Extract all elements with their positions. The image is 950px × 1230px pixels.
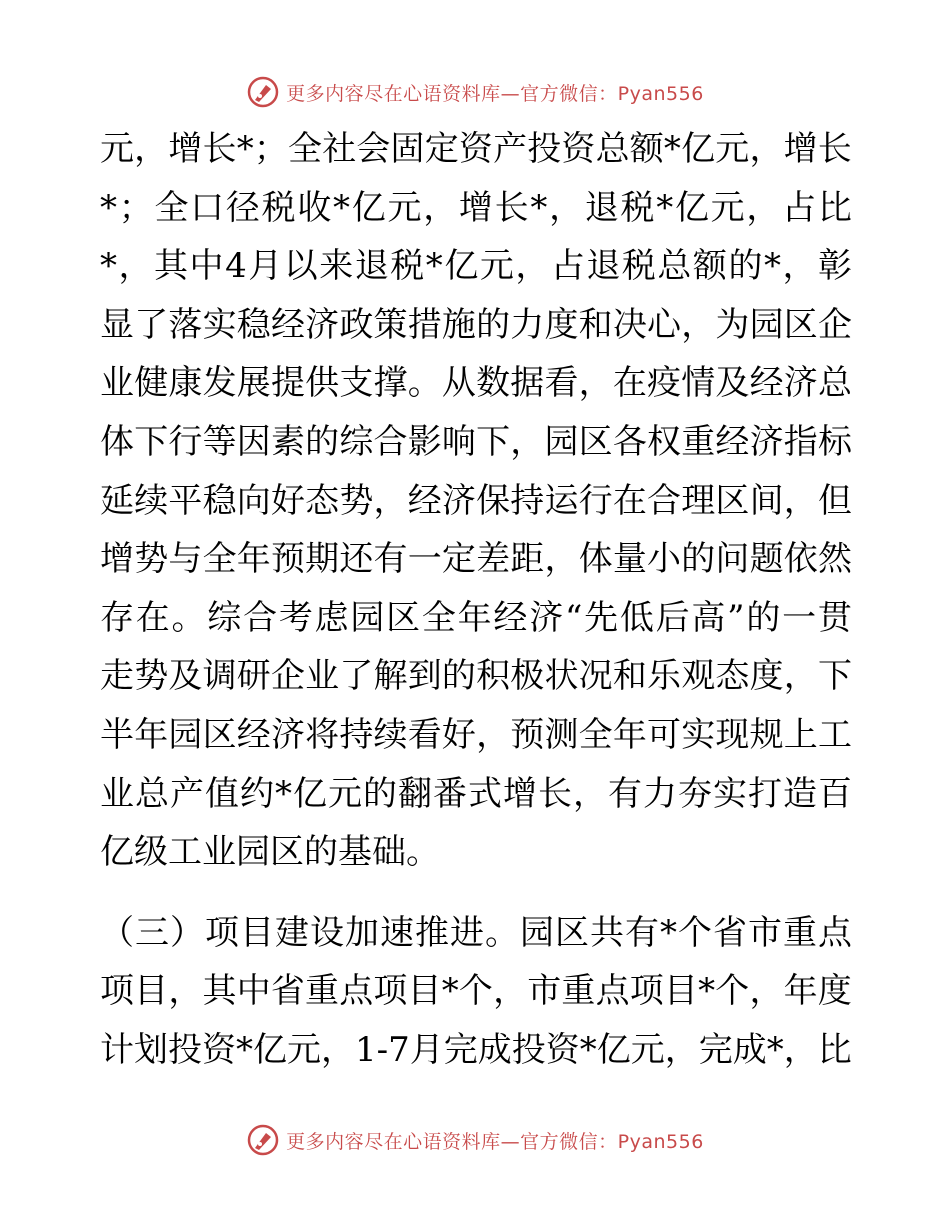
text-line: 存 在 。 综 合 考 虑 园 区 全 年 经 济 “ 先 低 后 高 ” 的 一 贯	[100, 597, 852, 638]
paragraph-projects	[100, 904, 852, 1080]
watermark-text: 更多内容尽在心语资料库—官方微信：Pyan556	[286, 1130, 704, 1153]
text-line: 计 划 投 资 * 亿 元 ， 1-7 月 完 成 投 资 * 亿 元 ， 完 成 * ， 比	[100, 1029, 852, 1070]
text-line: 体 下 行 等 因 素 的 综 合 影 响 下 ， 园 区 各 权 重 经 济 指 标	[100, 421, 852, 462]
text-line: 走 势 及 调 研 企 业 了 解 到 的 积 极 状 况 和 乐 观 态 度 ， 下	[100, 656, 852, 697]
text-line: 半 年 园 区 经 济 将 持 续 看 好 ， 预 测 全 年 可 实 现 规 上 工	[100, 714, 852, 755]
text-line: 业 健 康 发 展 提 供 支 撑 。 从 数 据 看 ， 在 疫 情 及 经 济 总	[100, 363, 852, 404]
paragraph-economy	[100, 120, 852, 882]
text-line: * ； 全 口 径 税 收 * 亿 元 ， 增 长 * ， 退 税 * 亿 元 ， 占 比	[100, 187, 852, 228]
text-line: 元 ， 增 长 * ； 全 社 会 固 定 资 产 投 资 总 额 * 亿 元 ， 增 长	[100, 129, 852, 169]
pen-nib-circle-icon	[246, 75, 280, 109]
text-line: 延 续 平 稳 向 好 态 势 ， 经 济 保 持 运 行 在 合 理 区 间 ， 但	[100, 480, 852, 521]
text-line: （ 三 ） 项 目 建 设 加 速 推 进 。 园 区 共 有 * 个 省 市 重 点	[100, 912, 852, 953]
pen-nib-circle-icon	[246, 1123, 280, 1157]
text-line: 显 了 落 实 稳 经 济 政 策 措 施 的 力 度 和 决 心 ， 为 园 区 企	[100, 304, 852, 345]
footer-watermark	[0, 1120, 950, 1160]
text-line: 增 势 与 全 年 预 期 还 有 一 定 差 距 ， 体 量 小 的 问 题 依 然	[100, 539, 852, 580]
text-line: 亿级工业园区的基础。	[100, 832, 440, 873]
text-line: * ， 其 中 4 月 以 来 退 税 * 亿 元 ， 占 退 税 总 额 的 * ， 彰	[100, 246, 852, 287]
watermark-text: 更多内容尽在心语资料库—官方微信：Pyan556	[286, 82, 704, 105]
text-line: 项 目 ， 其 中 省 重 点 项 目 * 个 ， 市 重 点 项 目 * 个 ， 年 度	[100, 971, 852, 1012]
text-line: 业 总 产 值 约 * 亿 元 的 翻 番 式 增 长 ， 有 力 夯 实 打 造 百	[100, 773, 852, 814]
header-watermark	[0, 72, 950, 112]
document-body	[100, 120, 852, 1080]
